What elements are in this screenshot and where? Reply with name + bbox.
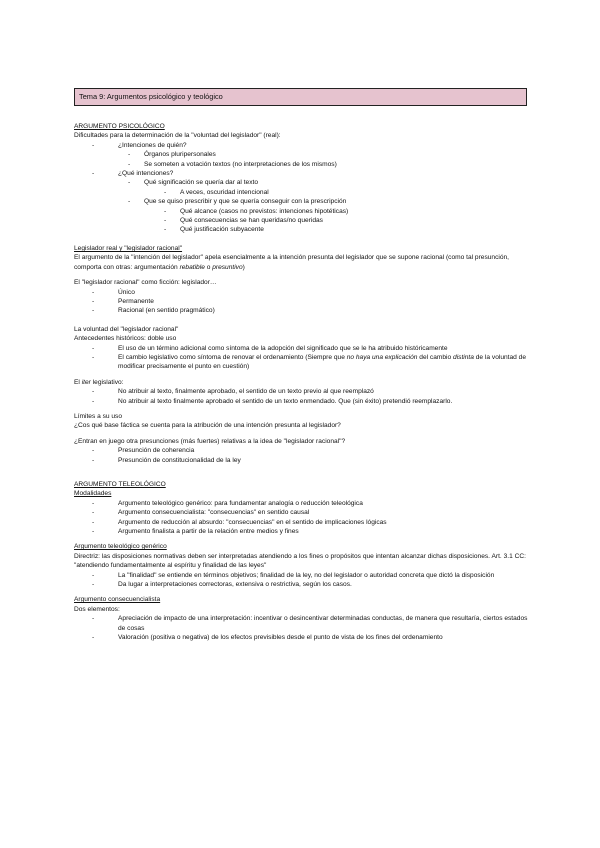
list-item: - Argumento teleológico genérico: para fundamentar analogía o reducción teleológica [74,499,534,508]
section-heading-voluntad: La voluntad del "legislador racional" [74,325,179,333]
section-heading-consecuencialista: Argumento consecuencialista [74,596,161,604]
paragraph: ¿Cos qué base fáctica se cuenta para la atribución de una intención presunta al legislador? [74,422,341,430]
list-item: - Argumento finalista a partir de la relación entre medios y fines [74,527,534,536]
paragraph: Antecedentes históricos: doble uso [74,335,177,343]
list-item: - Da lugar a interpretaciones correctoras, extensiva o restrictiva, según los casos. [74,580,534,589]
paragraph: ¿Entran en juego otra presunciones (más fuertes) relativas a la idea de "legislador racional"? [74,437,346,445]
list-item: - Qué consecuencias se han queridas/no queridas [74,216,534,225]
list-item: - La "finalidad" se entiende en términos objetivos; finalidad de la ley, no del legislador o autoridad concreta que dictó la disposición [74,571,534,580]
list-item: - Qué significación se quería dar al texto [74,178,534,187]
section-heading-legislador: Legislador real y "legislador racional" [74,244,183,252]
list-item: - A veces, oscuridad intencional [74,188,534,197]
list-item: - Se someten a votación textos (no interpretaciones de los mismos) [74,160,534,169]
paragraph: El iter legislativo: [74,378,124,386]
subheading: Modalidades [74,490,112,498]
list-item: - No atribuir al texto, finalmente aprobado, el sentido de un texto previo al que reemplazó [74,387,534,396]
paragraph: Dos elementos: [74,605,120,613]
list-item: - Argumento consecuencialista: "consecuencias" en sentido causal [74,508,534,517]
section-heading-generico: Argumento teleológico genérico [74,543,167,551]
list-item: - Qué justificación subyacente [74,225,534,234]
list-item: - Órganos pluripersonales [74,150,534,159]
list-item: - ¿Intenciones de quién? [74,141,534,150]
list-item: - Racional (en sentido pragmático) [74,306,534,315]
list-item: - ¿Qué intenciones? [74,169,534,178]
paragraph: Límites a su uso [74,412,123,420]
list-item: - No atribuir al texto finalmente aprobado el sentido de un texto enmendado. Que (sin éxito) pretendió reemplazarlo. [74,397,534,406]
paragraph: El "legislador racional" como ficción: legislador… [74,279,217,287]
paragraph: Directriz: las disposiciones normativas deben ser interpretadas atendiendo a los fines o propósitos que intentan alcanzar dichas disposiciones. Art. 3.1 CC: "atendiendo fundamentalmente al espíritu y finalidad de las leyes" [74,552,526,570]
list-item: - El uso de un término adicional como síntoma de la adopción del significado que se le ha atribuido históricamente [74,344,534,353]
topic-title: Tema 9: Argumentos psicológico y teológico [74,88,527,106]
list-item: - Presunción de constitucionalidad de la ley [74,456,534,465]
list-item: - Que se quiso prescribir y que se quería conseguir con la prescripción [74,197,534,206]
paragraph: Dificultades para la determinación de la "voluntad del legislador" (real): [74,132,281,140]
document-body [74,122,534,643]
paragraph: El argumento de la "intención del legislador" apela esencialmente a la intención presunta del legislador que se supone racional (como tal presunción, comporta con otras: argumentación rebatible o presuntivo) [74,254,510,271]
list-item: - Argumento de reducción al absurdo: "consecuencias" en el sentido de implicaciones lógicas [74,518,534,527]
list-item: - Apreciación de impacto de una interpretación: incentivar o desincentivar determinadas conductas, de manera que resultaría, ciertos estados de cosas [74,614,534,633]
list-item: - Presunción de coherencia [74,446,534,455]
section-heading-teleologico: ARGUMENTO TELEOLÓGICO [74,481,166,488]
section-heading-psicologico: ARGUMENTO PSICOLÓGICO [74,123,165,130]
list-item: - Qué alcance (casos no previstos: intenciones hipotéticas) [74,207,534,216]
list-item: - Valoración (positiva o negativa) de los efectos previsibles desde el punto de vista de los fines del ordenamiento [74,633,534,642]
list-item: - Permanente [74,297,534,306]
list-item: - El cambio legislativo como síntoma de renovar el ordenamiento (Siempre que no haya una explicación del cambio distinta de la voluntad de modificar precisamente el punto en cuestión) [74,353,534,372]
list-item: - Único [74,288,534,297]
